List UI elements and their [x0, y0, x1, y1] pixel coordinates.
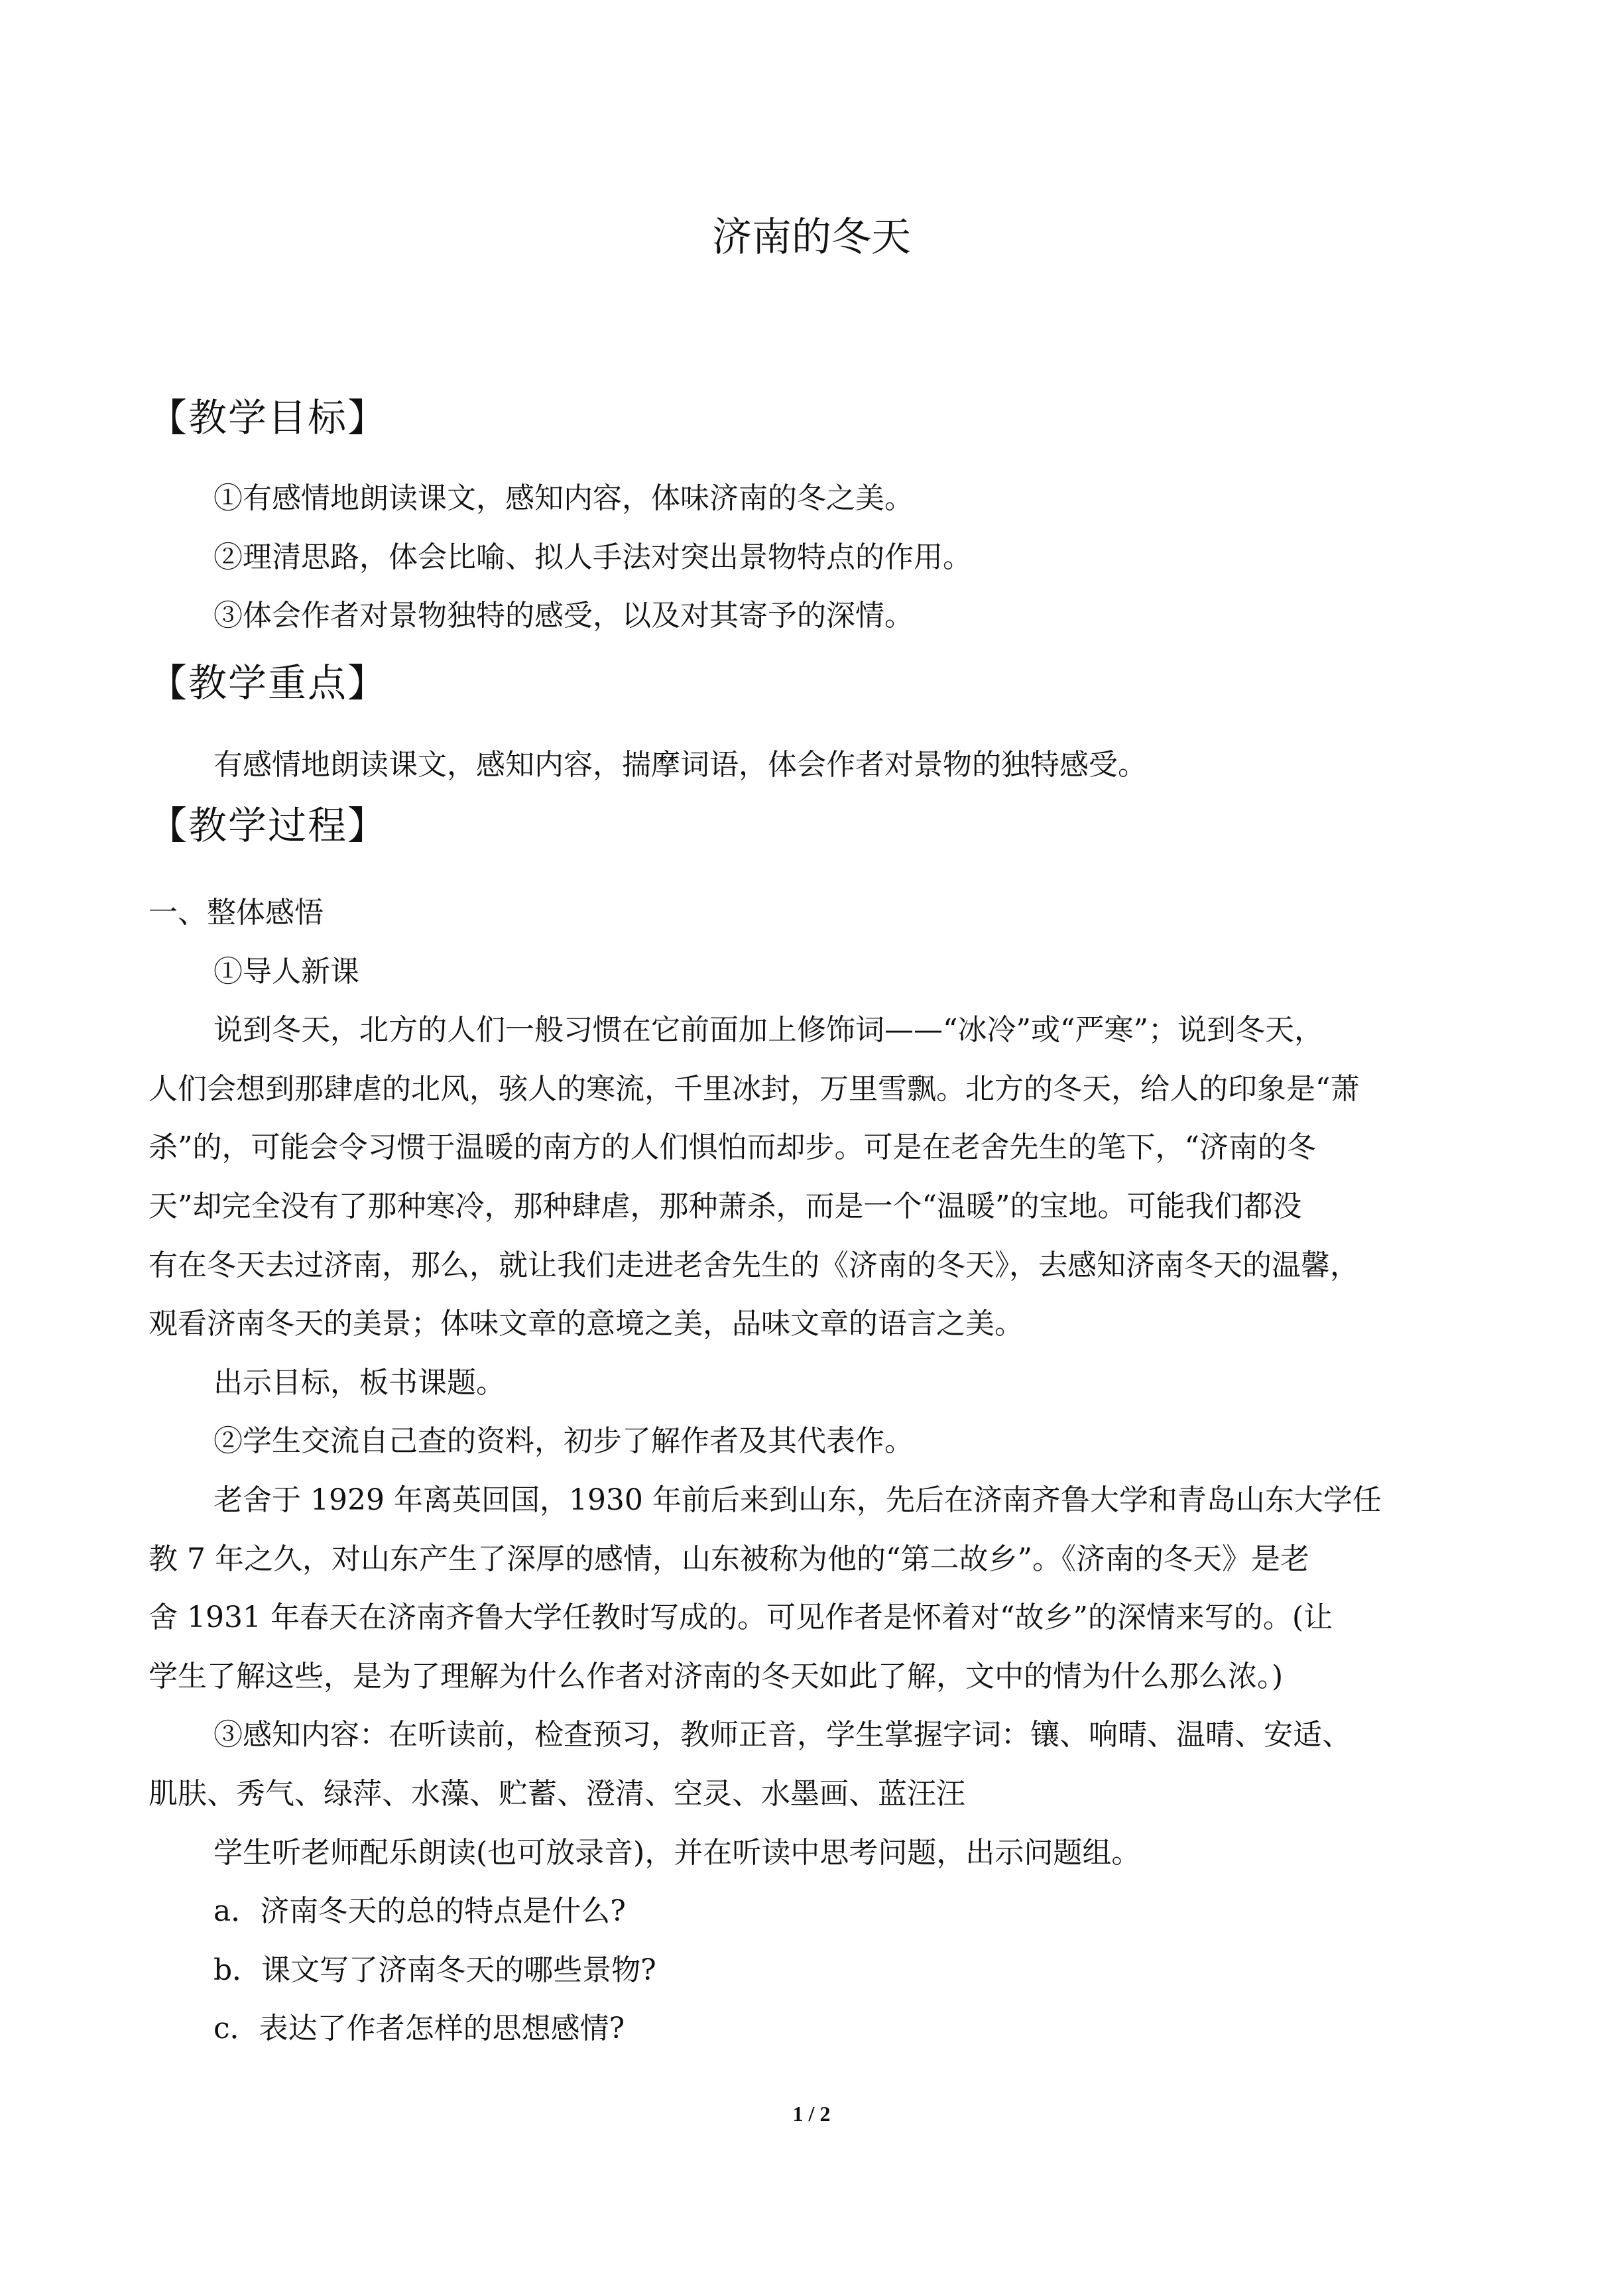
question-item: b．课文写了济南冬天的哪些景物? [213, 1953, 656, 1987]
question-item: c．表达了作者怎样的思想感情? [213, 2012, 625, 2046]
paragraph-line: 肌肤、秀气、绿萍、水藻、贮蓄、澄清、空灵、水墨画、蓝汪汪 [149, 1776, 965, 1811]
paragraph-line: 有在冬天去过济南，那么，就让我们走进老舍先生的《济南的冬天》，去感知济南冬天的温馨， [149, 1248, 1359, 1282]
objectives-heading: 【教学目标】 [149, 395, 388, 440]
paragraph-line: ③感知内容：在听读前，检查预习，教师正音，学生掌握字词：镶、响晴、温晴、安适、 [213, 1718, 1351, 1752]
paragraph-line: 观看济南冬天的美景；体味文章的意境之美，品味文章的语言之美。 [149, 1307, 1024, 1341]
question-item: a．济南冬天的总的特点是什么? [213, 1894, 626, 1929]
objectives-list [149, 469, 1490, 646]
paragraph-line: 出示目标，板书课题。 [213, 1365, 505, 1400]
objective-item: ①有感情地朗读课文，感知内容，体味济南的冬之美。 [213, 481, 914, 515]
key-points-text: 有感情地朗读课文，感知内容，揣摩词语，体会作者对景物的独特感受。 [213, 748, 1147, 782]
paragraph-line: 杀”的，可能会令习惯于温暖的南方的人们惧怕而却步。可是在老舍先生的笔下，“济南的冬 [149, 1130, 1316, 1165]
paragraph-line: 学生听老师配乐朗读(也可放录音)，并在听读中思考问题，出示问题组。 [213, 1835, 1141, 1870]
process-heading: 【教学过程】 [149, 803, 388, 848]
process-body [149, 884, 1490, 2059]
step-label: ②学生交流自己查的资料，初步了解作者及其代表作。 [213, 1424, 914, 1459]
objective-item: ②理清思路，体会比喻、拟人手法对突出景物特点的作用。 [213, 540, 972, 574]
paragraph-line: 教 7 年之久，对山东产生了深厚的感情，山东被称为他的“第二故乡”。《济南的冬天》是老 [149, 1541, 1309, 1576]
page-number: 1 / 2 [792, 2102, 831, 2126]
key-points-heading: 【教学重点】 [149, 660, 388, 705]
paragraph-line: 老舍于 1929 年离英回国，1930 年前后来到山东，先后在济南齐鲁大学和青岛山东大学任 [213, 1482, 1382, 1517]
paragraph-line: 天”却完全没有了那种寒冷，那种肆虐，那种萧杀，而是一个“温暖”的宝地。可能我们都没 [149, 1189, 1302, 1223]
paragraph-line: 说到冬天，北方的人们一般习惯在它前面加上修饰词——“冰冷”或“严寒”；说到冬天， [213, 1013, 1323, 1048]
document-title: 济南的冬天 [712, 214, 911, 261]
objective-item: ③体会作者对景物独特的感受，以及对其寄予的深情。 [213, 599, 914, 633]
paragraph-line: 人们会想到那肆虐的北风，骇人的寒流，千里冰封，万里雪飘。北方的冬天，给人的印象是“萧 [149, 1071, 1360, 1106]
part-title: 一、整体感悟 [149, 896, 324, 930]
step-label: ①导人新课 [213, 954, 359, 989]
key-points-block [149, 736, 1490, 795]
paragraph-line: 舍 1931 年春天在济南齐鲁大学任教时写成的。可见作者是怀着对“故乡”的深情来写的。(让 [149, 1601, 1333, 1635]
paragraph-line: 学生了解这些，是为了理解为什么作者对济南的冬天如此了解，文中的情为什么那么浓。) [149, 1659, 1284, 1693]
